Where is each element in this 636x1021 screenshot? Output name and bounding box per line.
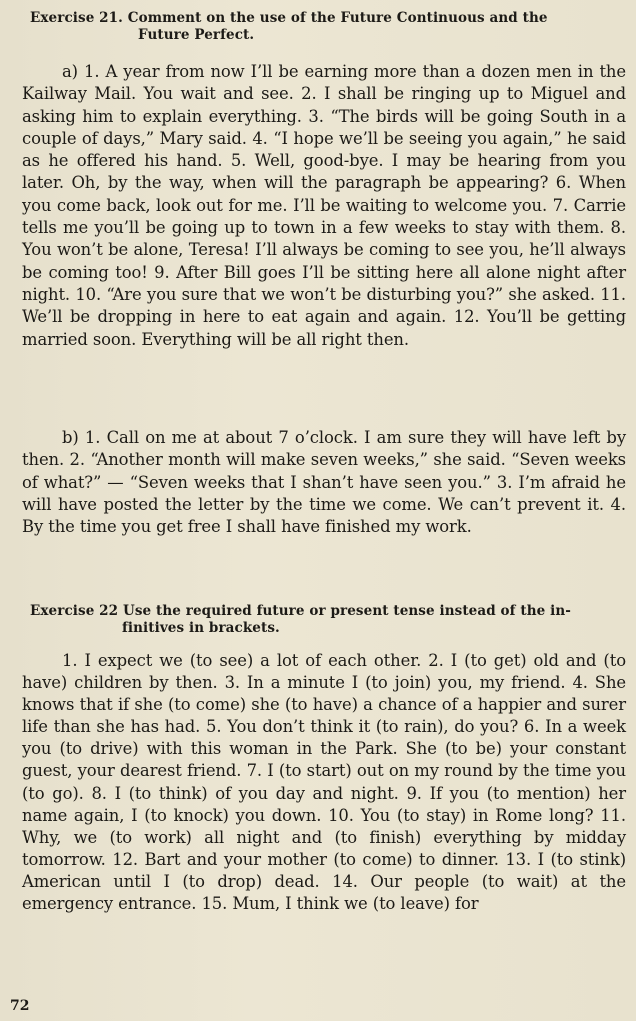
exercise-22-text: 1. I expect we (to see) a lot of each other. 2. I (to get) old and (to have) children by then. 3. In a minute I (to join) you, my friend. 4. She knows that if she (to come) she (to have) a chance of a happier and surer life than she has had. 5. You don’t think it (to rain), do you? 6. In a week you (to drive) with this woman in the Park. She (to be) your constant guest, your dearest friend. 7. I (to start) out on my round by the time you (to go). 8. I (to think) of you day and night. 9. If you (to mention) her name again, I (to knock) you down. 10. You (to stay) in Rome long? 11. Why, we (to work) all night and (to finish) everything by midday tomorrow. 12. Bart and your mother (to come) to dinner. 13. I (to stink) American until I (to drop) dead. 14. Our people (to wait) at the emergency entrance. 15. Mum, I think we (to leave) for	[22, 651, 626, 914]
exercise-21-title-continued: Future Perfect.	[138, 27, 255, 43]
exercise-21-part-a: a) 1. A year from now I’ll be earning more than a dozen men in the Kailway Mail. You wait and see. 2. I shall be ringing up to Miguel and asking him to explain everything. 3. “The birds will be going South in a couple of days,” Mary said. 4. “I hope we’ll be seeing you again,” he said as he offered his hand. 5. Well, good-bye. I may be hearing from you later. Oh, by the way, when will the paragraph be appearing? 6. When you come back, look out for me. I’ll be waiting to welcome you. 7. Carrie tells me you’ll be going up to town in a few weeks to stay with them. 8. You won’t be alone, Teresa! I’ll always be coming to see you, he’ll always be coming too! 9. After Bill goes I’ll be sitting here all alone night after night. 10. “Are you sure that we won’t be disturbing you?” she asked. 11. We’ll be dropping in here to eat again and again. 12. You’ll be getting married soon. Everything will be all right then.	[22, 62, 626, 349]
exercise-21-part-b: b) 1. Call on me at about 7 o’clock. I am sure they will have left by then. 2. “Another month will make seven weeks,” she said. “Seven weeks of what?” — “Seven weeks that I shan’t have seen you.” 3. I’m afraid he will have posted the letter by the time we come. We can’t prevent it. 4. By the time you get free I shall have finished my work.	[22, 428, 626, 537]
exercise-21-heading	[30, 10, 626, 44]
exercise-22-title: Exercise 22 Use the required future or present tense instead of the in-	[30, 603, 571, 619]
exercise-21-title: Exercise 21. Comment on the use of the Future Continuous and the	[30, 10, 548, 26]
exercise-22-title-continued: finitives in brackets.	[122, 620, 280, 636]
exercise-22-heading	[30, 603, 626, 637]
page-number: 72	[10, 998, 30, 1014]
